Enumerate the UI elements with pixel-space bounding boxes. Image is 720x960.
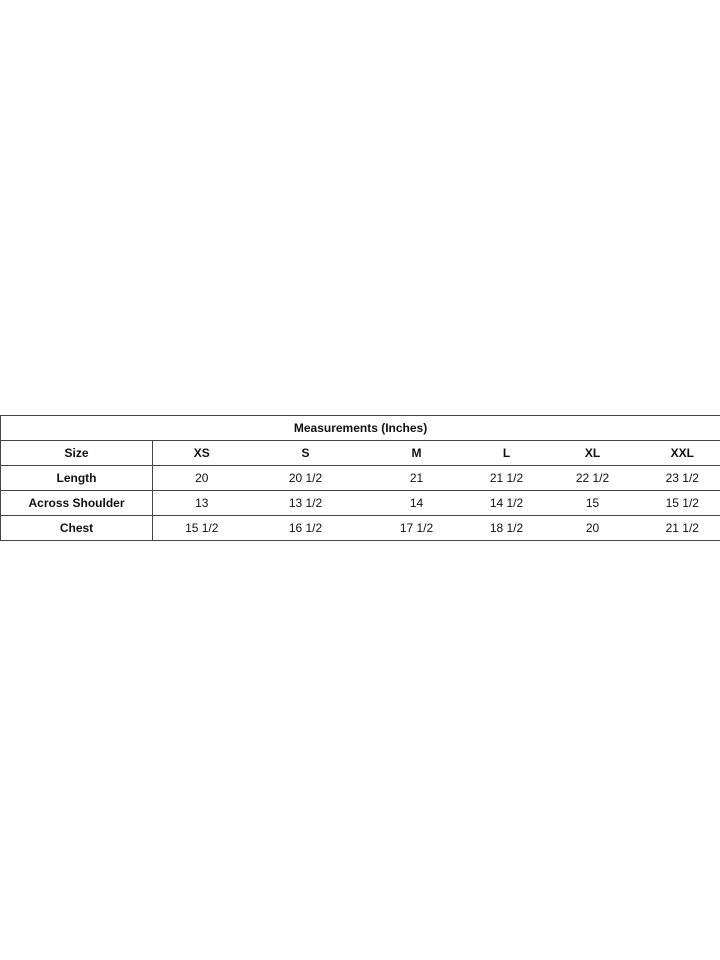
table-cell: 21 1/2 [645, 516, 720, 541]
size-header-label: Size [1, 441, 153, 466]
table-title-row [1, 416, 720, 441]
table-row-length [1, 466, 720, 491]
table-cell: 20 [153, 466, 251, 491]
table-cell: 13 1/2 [251, 491, 361, 516]
size-header-row [1, 441, 720, 466]
row-label-chest: Chest [1, 516, 153, 541]
size-xs-header: XS [153, 441, 251, 466]
size-xxl-header: XXL [645, 441, 720, 466]
table-row-chest [1, 516, 720, 541]
table-cell: 14 [361, 491, 473, 516]
table-cell: 16 1/2 [251, 516, 361, 541]
row-label-across-shoulder: Across Shoulder [1, 491, 153, 516]
table-cell: 20 1/2 [251, 466, 361, 491]
table-cell: 14 1/2 [473, 491, 541, 516]
table-cell: 21 [361, 466, 473, 491]
table-cell: 23 1/2 [645, 466, 720, 491]
table-cell: 22 1/2 [541, 466, 645, 491]
table-row-across-shoulder [1, 491, 720, 516]
size-xl-header: XL [541, 441, 645, 466]
table-cell: 21 1/2 [473, 466, 541, 491]
size-s-header: S [251, 441, 361, 466]
table-cell: 20 [541, 516, 645, 541]
row-label-length: Length [1, 466, 153, 491]
size-m-header: M [361, 441, 473, 466]
table-cell: 13 [153, 491, 251, 516]
table-cell: 17 1/2 [361, 516, 473, 541]
table-cell: 15 1/2 [153, 516, 251, 541]
table-cell: 15 [541, 491, 645, 516]
table-title: Measurements (Inches) [1, 416, 720, 441]
size-l-header: L [473, 441, 541, 466]
table-cell: 18 1/2 [473, 516, 541, 541]
table-cell: 15 1/2 [645, 491, 720, 516]
size-chart-table [0, 415, 720, 541]
